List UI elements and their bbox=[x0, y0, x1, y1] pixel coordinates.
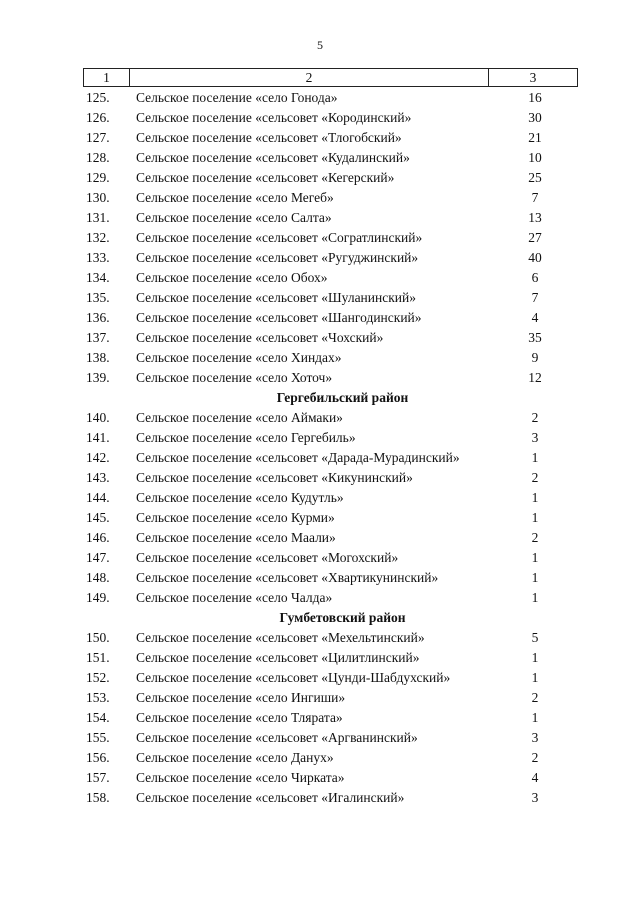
row-number: 150. bbox=[86, 630, 110, 645]
settlement-name: Сельское поселение «сельсовет «Чохский» bbox=[136, 330, 384, 345]
table-row bbox=[83, 768, 578, 788]
row-number: 126. bbox=[86, 110, 110, 125]
table-row bbox=[83, 748, 578, 768]
table-row bbox=[83, 708, 578, 728]
settlements-table bbox=[83, 68, 578, 808]
row-value: 30 bbox=[528, 110, 542, 125]
table-row bbox=[83, 688, 578, 708]
row-number: 156. bbox=[86, 750, 110, 765]
settlement-name: Сельское поселение «сельсовет «Цунди-Шабдухский» bbox=[136, 670, 451, 685]
header-col-number: 1 bbox=[84, 69, 130, 86]
district-heading: Гумбетовский район bbox=[279, 610, 406, 625]
row-number: 143. bbox=[86, 470, 110, 485]
table-row bbox=[83, 108, 578, 128]
row-value: 1 bbox=[531, 490, 539, 505]
table-body bbox=[83, 88, 578, 808]
row-number: 137. bbox=[86, 330, 110, 345]
header-col-name: 2 bbox=[130, 69, 489, 86]
row-number: 135. bbox=[86, 290, 110, 305]
table-row bbox=[83, 648, 578, 668]
settlement-name: Сельское поселение «сельсовет «Могохский» bbox=[136, 550, 399, 565]
row-value: 40 bbox=[528, 250, 542, 265]
row-value: 13 bbox=[528, 210, 542, 225]
row-number: 149. bbox=[86, 590, 110, 605]
table-row bbox=[83, 228, 578, 248]
table-row bbox=[83, 488, 578, 508]
row-value: 2 bbox=[531, 750, 539, 765]
table-row bbox=[83, 248, 578, 268]
row-number: 158. bbox=[86, 790, 110, 805]
table-row bbox=[83, 788, 578, 808]
header-col-value: 3 bbox=[529, 70, 537, 85]
table-row bbox=[83, 508, 578, 528]
table-row bbox=[83, 268, 578, 288]
settlement-name: Сельское поселение «село Курми» bbox=[136, 510, 335, 525]
settlement-name: Сельское поселение «сельсовет «Тлогобский» bbox=[136, 130, 402, 145]
row-number: 136. bbox=[86, 310, 110, 325]
row-number: 142. bbox=[86, 450, 110, 465]
settlement-name: Сельское поселение «село Обох» bbox=[136, 270, 328, 285]
row-number: 146. bbox=[86, 530, 110, 545]
row-value: 1 bbox=[531, 710, 539, 725]
row-value: 9 bbox=[531, 350, 539, 365]
row-value: 2 bbox=[531, 470, 539, 485]
table-row bbox=[83, 168, 578, 188]
table-row bbox=[83, 528, 578, 548]
table-row bbox=[83, 428, 578, 448]
table-row bbox=[83, 328, 578, 348]
table-row bbox=[83, 368, 578, 388]
row-value: 3 bbox=[531, 790, 539, 805]
settlement-name: Сельское поселение «село Хиндах» bbox=[136, 350, 342, 365]
settlement-name: Сельское поселение «сельсовет «Кикунинский» bbox=[136, 470, 413, 485]
settlement-name: Сельское поселение «село Мегеб» bbox=[136, 190, 334, 205]
table-row bbox=[83, 408, 578, 428]
row-value: 4 bbox=[531, 770, 539, 785]
row-number: 141. bbox=[86, 430, 110, 445]
settlement-name: Сельское поселение «сельсовет «Шуланинский» bbox=[136, 290, 416, 305]
table-row bbox=[83, 188, 578, 208]
settlement-name: Сельское поселение «село Данух» bbox=[136, 750, 334, 765]
row-number: 147. bbox=[86, 550, 110, 565]
settlement-name: Сельское поселение «село Чирката» bbox=[136, 770, 345, 785]
settlement-name: Сельское поселение «село Ингиши» bbox=[136, 690, 346, 705]
row-number: 128. bbox=[86, 150, 110, 165]
district-heading: Гергебильский район bbox=[276, 390, 409, 405]
row-number: 157. bbox=[86, 770, 110, 785]
settlement-name: Сельское поселение «сельсовет «Цилитлинский» bbox=[136, 650, 420, 665]
row-number: 144. bbox=[86, 490, 110, 505]
row-value: 1 bbox=[531, 550, 539, 565]
settlement-name: Сельское поселение «сельсовет «Ругуджинский» bbox=[136, 250, 419, 265]
table-row bbox=[83, 308, 578, 328]
row-value: 6 bbox=[531, 270, 539, 285]
settlement-name: Сельское поселение «село Салта» bbox=[136, 210, 332, 225]
table-row bbox=[83, 468, 578, 488]
table-row bbox=[83, 548, 578, 568]
row-number: 154. bbox=[86, 710, 110, 725]
row-number: 125. bbox=[86, 90, 110, 105]
settlement-name: Сельское поселение «сельсовет «Мехельтинский» bbox=[136, 630, 425, 645]
row-value: 1 bbox=[531, 650, 539, 665]
row-number: 133. bbox=[86, 250, 110, 265]
row-number: 138. bbox=[86, 350, 110, 365]
row-value: 5 bbox=[531, 630, 539, 645]
row-value: 1 bbox=[531, 590, 539, 605]
row-value: 7 bbox=[531, 190, 539, 205]
table-row bbox=[83, 628, 578, 648]
settlement-name: Сельское поселение «село Кудутль» bbox=[136, 490, 344, 505]
settlement-name: Сельское поселение «сельсовет «Кегерский» bbox=[136, 170, 395, 185]
settlement-name: Сельское поселение «село Маали» bbox=[136, 530, 336, 545]
row-number: 134. bbox=[86, 270, 110, 285]
table-row bbox=[83, 148, 578, 168]
settlement-name: Сельское поселение «сельсовет «Дарада-Мурадинский» bbox=[136, 450, 460, 465]
row-value: 16 bbox=[528, 90, 542, 105]
table-row bbox=[83, 568, 578, 588]
settlement-name: Сельское поселение «село Хоточ» bbox=[136, 370, 333, 385]
table-row bbox=[83, 208, 578, 228]
row-value: 25 bbox=[528, 170, 542, 185]
settlement-name: Сельское поселение «село Аймаки» bbox=[136, 410, 343, 425]
row-value: 27 bbox=[528, 230, 542, 245]
row-number: 132. bbox=[86, 230, 110, 245]
row-number: 129. bbox=[86, 170, 110, 185]
table-row bbox=[83, 88, 578, 108]
page-number: 5 bbox=[317, 38, 323, 52]
table-row bbox=[83, 348, 578, 368]
row-value: 4 bbox=[531, 310, 539, 325]
table-row bbox=[83, 128, 578, 148]
row-number: 131. bbox=[86, 210, 110, 225]
row-value: 21 bbox=[528, 130, 542, 145]
table-row bbox=[83, 668, 578, 688]
settlement-name: Сельское поселение «сельсовет «Хвартикунинский» bbox=[136, 570, 439, 585]
settlement-name: Сельское поселение «село Гергебиль» bbox=[136, 430, 356, 445]
row-number: 153. bbox=[86, 690, 110, 705]
row-number: 155. bbox=[86, 730, 110, 745]
settlement-name: Сельское поселение «сельсовет «Кородинский» bbox=[136, 110, 412, 125]
row-number: 152. bbox=[86, 670, 110, 685]
row-value: 1 bbox=[531, 570, 539, 585]
table-row bbox=[83, 728, 578, 748]
settlement-name: Сельское поселение «сельсовет «Кудалинский» bbox=[136, 150, 410, 165]
row-value: 7 bbox=[531, 290, 539, 305]
table-row bbox=[83, 588, 578, 608]
row-value: 12 bbox=[528, 370, 542, 385]
row-value: 1 bbox=[531, 670, 539, 685]
row-number: 151. bbox=[86, 650, 110, 665]
settlement-name: Сельское поселение «сельсовет «Шангодинский» bbox=[136, 310, 422, 325]
settlement-name: Сельское поселение «сельсовет «Согратлинский» bbox=[136, 230, 423, 245]
row-number: 148. bbox=[86, 570, 110, 585]
row-value: 1 bbox=[531, 450, 539, 465]
row-value: 1 bbox=[531, 510, 539, 525]
row-number: 139. bbox=[86, 370, 110, 385]
row-number: 127. bbox=[86, 130, 110, 145]
table-row bbox=[83, 448, 578, 468]
settlement-name: Сельское поселение «село Чалда» bbox=[136, 590, 333, 605]
settlement-name: Сельское поселение «село Тлярата» bbox=[136, 710, 343, 725]
row-number: 145. bbox=[86, 510, 110, 525]
table-header bbox=[83, 68, 578, 87]
settlement-name: Сельское поселение «сельсовет «Аргванинский» bbox=[136, 730, 418, 745]
settlement-name: Сельское поселение «село Гонода» bbox=[136, 90, 338, 105]
row-value: 3 bbox=[531, 430, 539, 445]
row-value: 10 bbox=[528, 150, 542, 165]
row-number: 140. bbox=[86, 410, 110, 425]
row-value: 35 bbox=[528, 330, 542, 345]
table-row bbox=[83, 288, 578, 308]
row-number: 130. bbox=[86, 190, 110, 205]
settlement-name: Сельское поселение «сельсовет «Игалинский» bbox=[136, 790, 405, 805]
row-value: 2 bbox=[531, 690, 539, 705]
row-value: 2 bbox=[531, 530, 539, 545]
row-value: 3 bbox=[531, 730, 539, 745]
row-value: 2 bbox=[531, 410, 539, 425]
